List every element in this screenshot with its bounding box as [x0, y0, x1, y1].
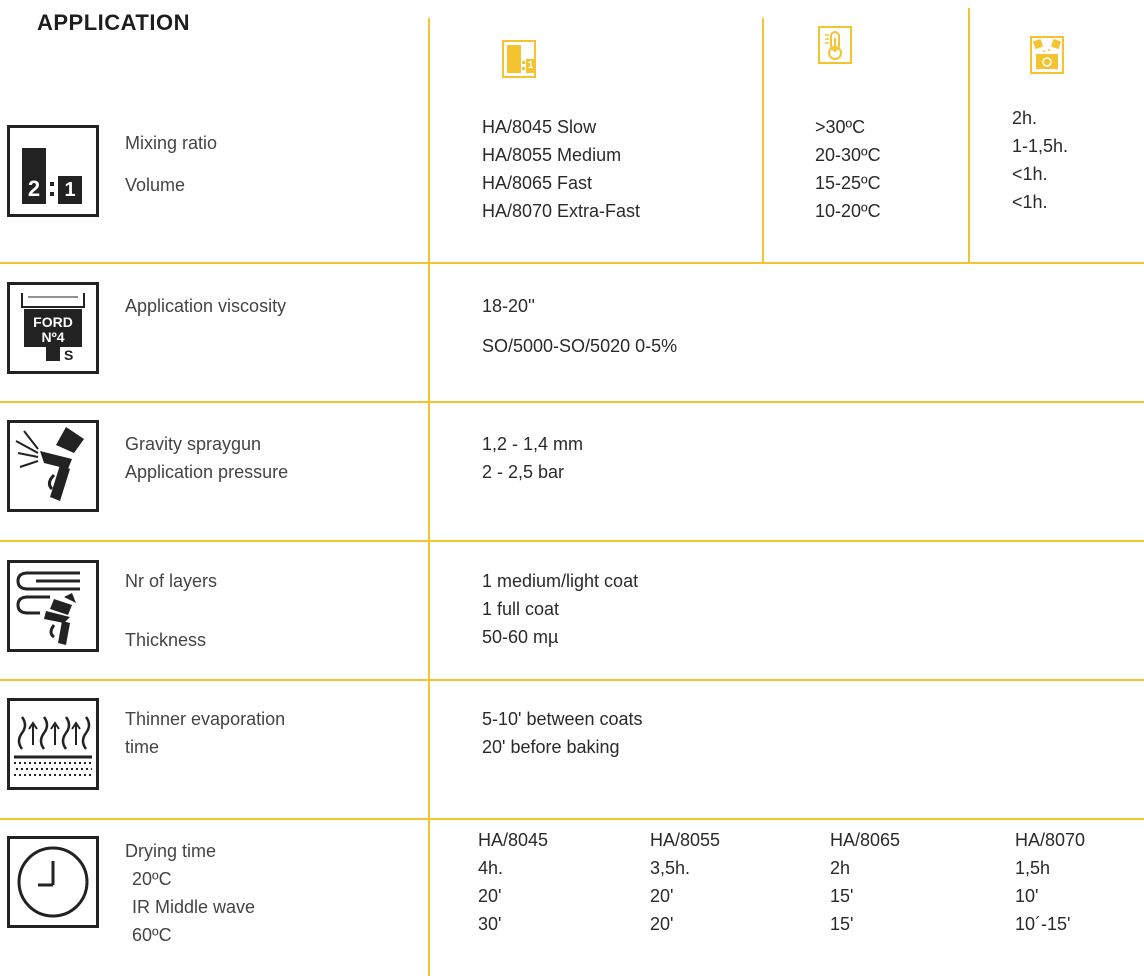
pressure-value: 2 - 2,5 bar	[482, 462, 565, 482]
pot-life-item: <1h.	[1012, 164, 1048, 184]
drying-column-8055	[650, 826, 720, 938]
clock-icon	[7, 836, 99, 928]
ford-icon-text: FORD	[33, 314, 73, 330]
mixing-ratio-yellow-icon: 1	[502, 40, 536, 78]
mixing-ratio-label: Mixing ratio	[125, 133, 218, 153]
drying-value: 20'	[478, 886, 502, 906]
ford-cup-icon	[7, 282, 99, 374]
mixing-icon-left-number: 2	[27, 176, 41, 201]
evaporation-between-coats: 5-10' between coats	[482, 709, 643, 729]
gravity-spraygun-label: Gravity spraygun	[125, 434, 262, 454]
row-divider-4	[0, 679, 1144, 681]
layers-value: 1 medium/light coat	[482, 571, 639, 591]
row-divider-1	[0, 262, 1144, 264]
hardener-list	[482, 113, 640, 225]
pot-life-item: 2h.	[1012, 108, 1038, 128]
drying-value: 20'	[650, 914, 674, 934]
mixing-ratio-2-1-icon	[7, 125, 99, 217]
drying-column-header: HA/8045	[478, 830, 549, 850]
hardener-item: HA/8055 Medium	[482, 145, 622, 165]
drying-time-label: Drying time	[125, 841, 217, 861]
spraygun-icon	[7, 420, 99, 512]
viscosity-value: 18-20''	[482, 296, 535, 316]
pot-life-item: <1h.	[1012, 192, 1048, 212]
page-title: APPLICATION	[37, 10, 190, 35]
layers-value: 1 full coat	[482, 599, 560, 619]
thickness-label: Thickness	[125, 630, 207, 650]
drying-value: 2h	[830, 858, 851, 878]
hardener-item: HA/8065 Fast	[482, 173, 593, 193]
layers-spray-icon	[7, 560, 99, 652]
temperature-item: 15-25ºC	[815, 173, 881, 193]
evaporation-before-baking: 20' before baking	[482, 737, 620, 757]
drying-value: 15'	[830, 886, 854, 906]
application-pressure-label: Application pressure	[125, 462, 289, 482]
mixing-icon-right-number: 1	[58, 176, 82, 204]
row-divider-3	[0, 540, 1144, 542]
row-divider-5	[0, 818, 1144, 820]
temperature-item: 10-20ºC	[815, 201, 881, 221]
drying-value: 15'	[830, 914, 854, 934]
drying-ir-label: IR Middle wave	[132, 897, 256, 917]
layers-values	[482, 567, 638, 651]
layers-value: 50-60 mµ	[482, 627, 559, 647]
drying-column-8045	[478, 826, 548, 938]
thinner-evaporation-label: Thinner evaporation	[125, 709, 286, 729]
application-viscosity-label: Application viscosity	[125, 296, 287, 316]
drying-column-header: HA/8070	[1015, 830, 1086, 850]
temperature-item: >30ºC	[815, 117, 866, 137]
drying-value: 10´-15'	[1015, 914, 1071, 934]
pot-life-icon	[1030, 36, 1064, 74]
drying-column-header: HA/8055	[650, 830, 721, 850]
drying-column-8070	[1015, 826, 1085, 938]
vertical-divider-potlife	[968, 8, 970, 262]
evaporation-time-label: time	[125, 737, 160, 757]
temperature-item: 20-30ºC	[815, 145, 881, 165]
drying-20c-label: 20ºC	[132, 869, 172, 889]
drying-value: 10'	[1015, 886, 1039, 906]
thermometer-icon	[818, 26, 852, 64]
thinner-value: SO/5000-SO/5020 0-5%	[482, 336, 678, 356]
hardener-item: HA/8070 Extra-Fast	[482, 201, 641, 221]
nr-of-layers-label: Nr of layers	[125, 571, 218, 591]
pot-life-list	[1012, 104, 1068, 216]
volume-label: Volume	[125, 175, 186, 195]
drying-value: 1,5h	[1015, 858, 1051, 878]
hardener-item: HA/8045 Slow	[482, 117, 597, 137]
drying-value: 3,5h.	[650, 858, 691, 878]
evaporation-icon	[7, 698, 99, 790]
temperature-list	[815, 113, 881, 225]
drying-value: 20'	[650, 886, 674, 906]
ford-icon-number: Nº4	[41, 329, 65, 345]
vertical-divider-temp	[762, 18, 764, 262]
row-divider-2	[0, 401, 1144, 403]
drying-60c-label: 60ºC	[132, 925, 172, 945]
drying-labels	[125, 837, 255, 949]
nozzle-value: 1,2 - 1,4 mm	[482, 434, 584, 454]
drying-value: 4h.	[478, 858, 504, 878]
ford-icon-s: S	[64, 347, 74, 363]
pot-life-item: 1-1,5h.	[1012, 136, 1069, 156]
drying-value: 30'	[478, 914, 502, 934]
main-vertical-divider	[428, 18, 430, 976]
drying-column-8065	[830, 826, 900, 938]
drying-column-header: HA/8065	[830, 830, 901, 850]
